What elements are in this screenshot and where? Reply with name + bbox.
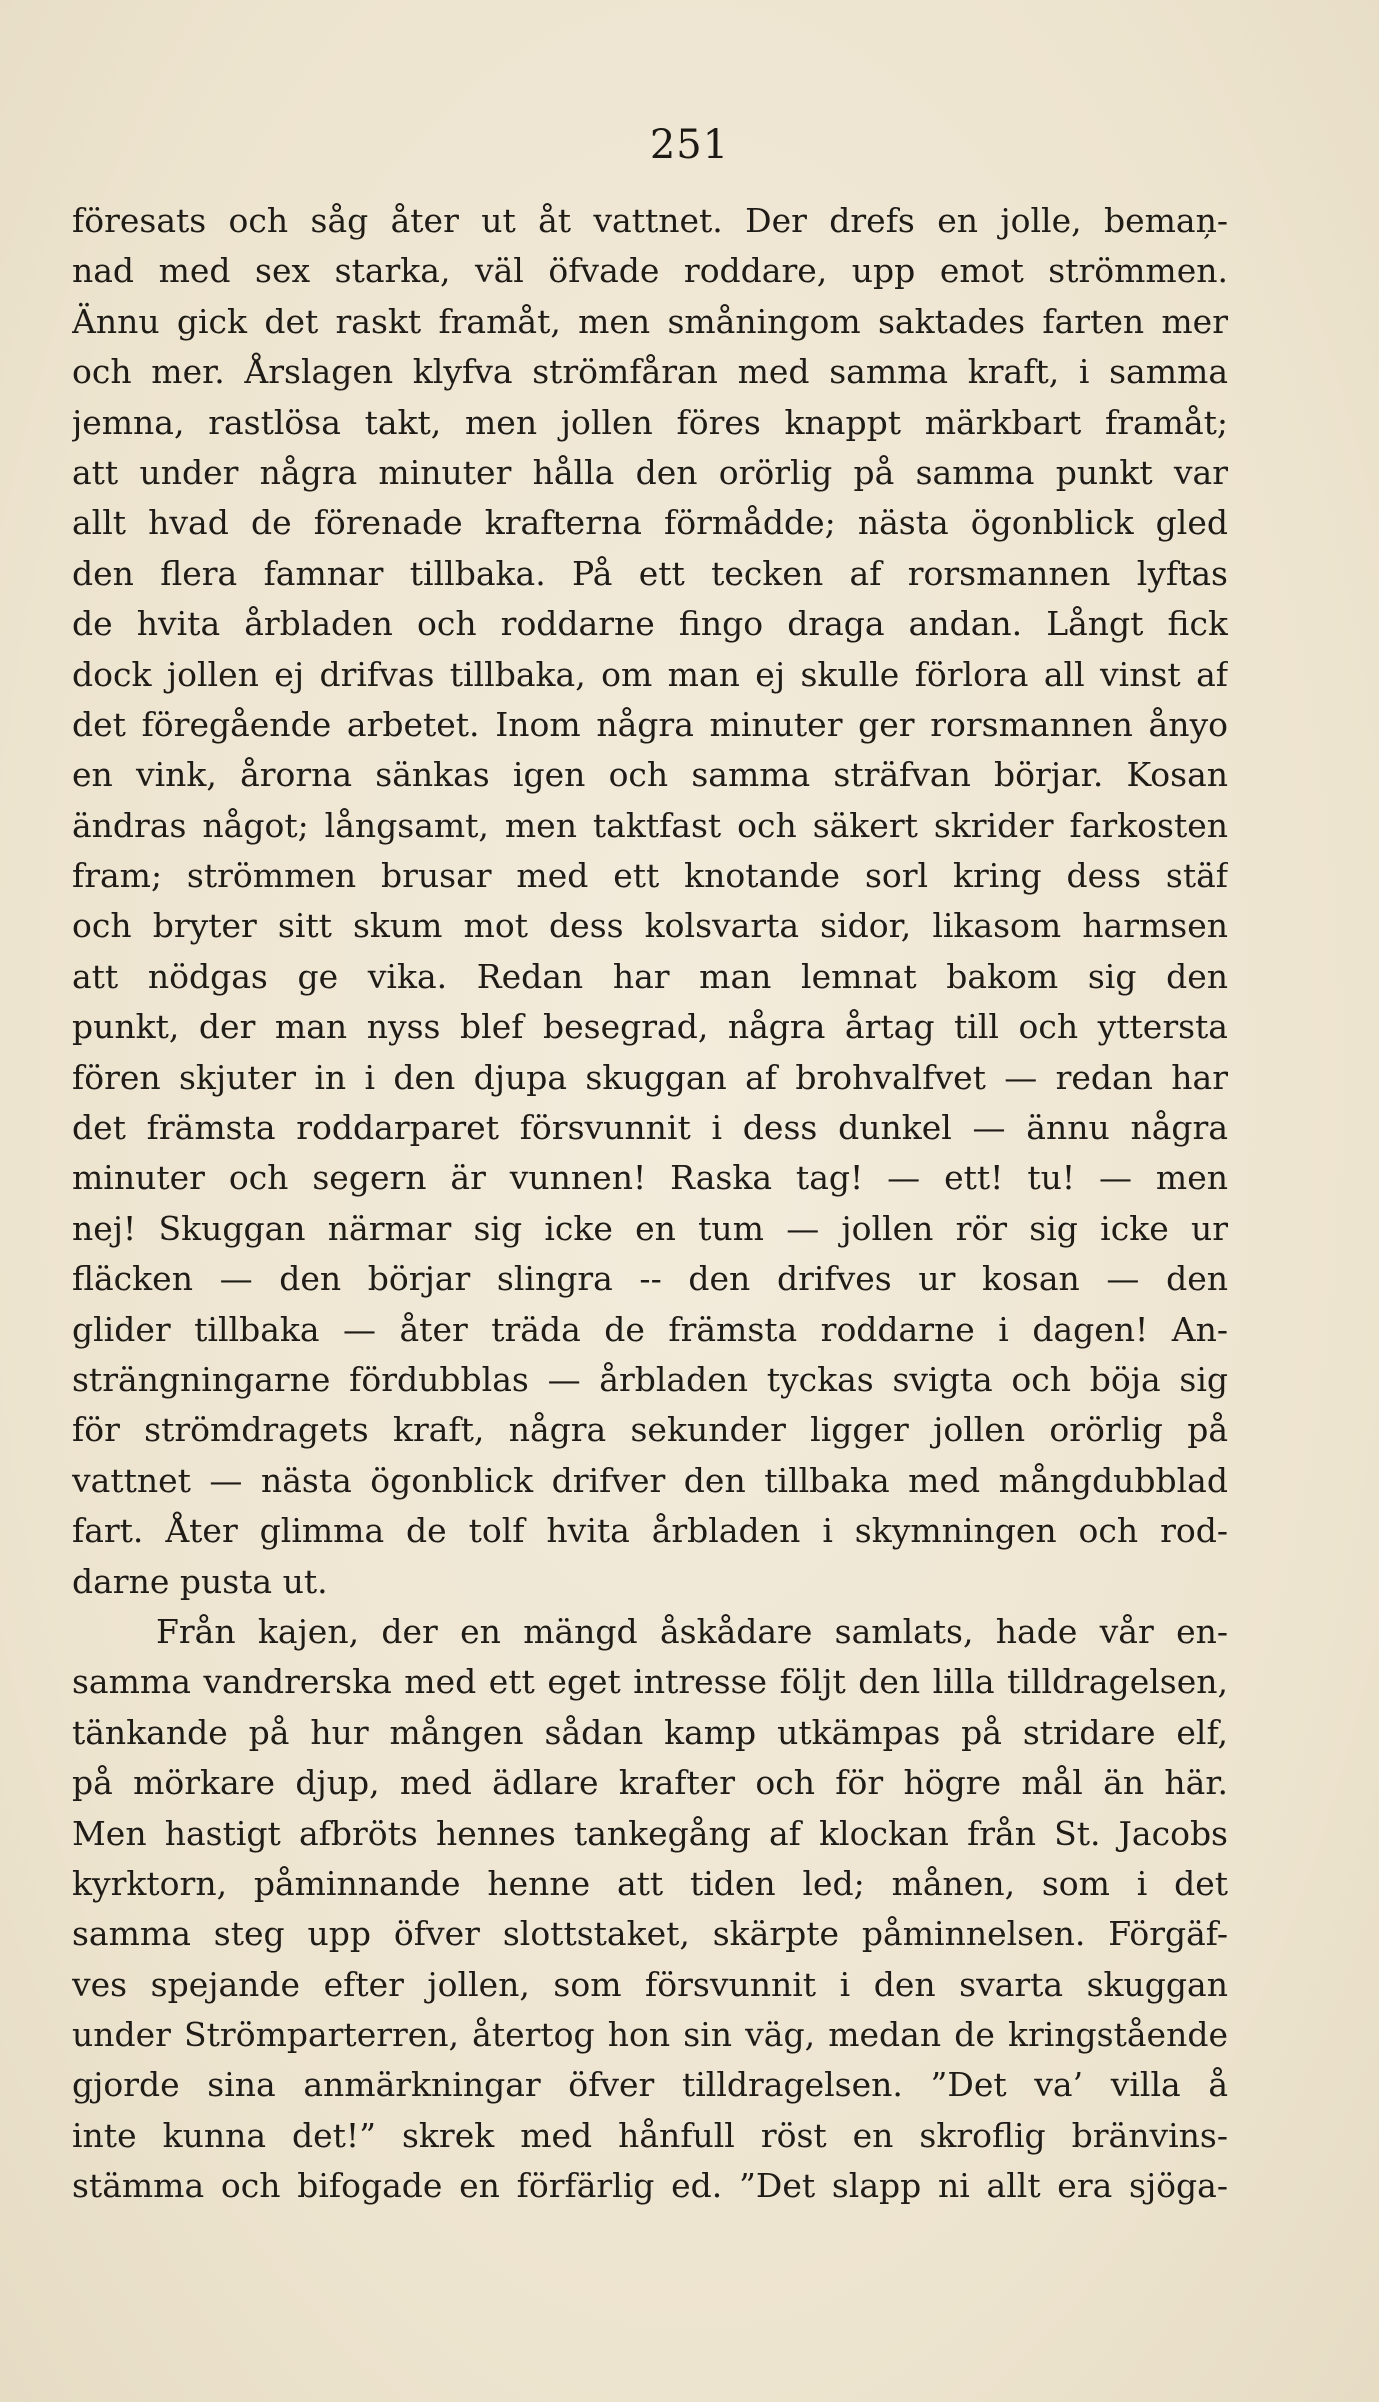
text-line: och bryter sitt skum mot dess kolsvarta sidor, likasom harmsen (72, 906, 1228, 946)
text-line: nad med sex starka, väl öfvade roddare, upp emot strömmen. (72, 251, 1228, 291)
text-line: gjorde sina anmärkningar öfver tilldragelsen. ”Det va’ villa å (72, 2065, 1228, 2105)
text-line: ves spejande efter jollen, som försvunnit i den svarta skuggan (72, 1964, 1228, 2004)
text-line: det föregående arbetet. Inom några minuter ger rorsmannen ånyo (72, 704, 1228, 744)
body-text (72, 196, 1228, 2212)
text-line: nej! Skuggan närmar sig icke en tum — jollen rör sig icke ur (72, 1208, 1228, 1248)
text-line: darne pusta ut. (72, 1561, 328, 1601)
text-line: att nödgas ge vika. Redan har man lemnat bakom sig den (72, 956, 1228, 996)
text-line: föresats och såg åter ut åt vattnet. Der drefs en jolle, bemaņ- (72, 201, 1228, 240)
text-line: de hvita årbladen och roddarne fingo draga andan. Långt fick (72, 604, 1228, 644)
text-line: tänkande på hur mången sådan kamp utkämpas på stridare elf, (72, 1712, 1228, 1752)
text-line: samma vandrerska med ett eget intresse följt den lilla tilldragelsen, (72, 1662, 1228, 1702)
text-line: för strömdragets kraft, några sekunder ligger jollen orörlig på (72, 1410, 1228, 1450)
text-line: jemna, rastlösa takt, men jollen föres knappt märkbart framåt; (72, 402, 1228, 442)
text-line: kyrktorn, påminnande henne att tiden led; månen, som i det (72, 1863, 1228, 1903)
text-line: dock jollen ej drifvas tillbaka, om man ej skulle förlora all vinst af (72, 654, 1228, 694)
page-number: 251 (649, 122, 730, 168)
text-line: Men hastigt afbröts hennes tankegång af klockan från St. Jacobs (72, 1813, 1228, 1853)
text-line: på mörkare djup, med ädlare krafter och för högre mål än här. (72, 1763, 1228, 1803)
text-line: fören skjuter in i den djupa skuggan af brohvalfvet — redan har (72, 1057, 1228, 1097)
text-line: Från kajen, der en mängd åskådare samlats, hade vår en- (156, 1611, 1228, 1651)
text-line: vattnet — nästa ögonblick drifver den tillbaka med mångdubblad (72, 1460, 1228, 1500)
text-line: samma steg upp öfver slottstaket, skärpte påminnelsen. Förgäf- (72, 1914, 1228, 1954)
text-line: under Strömparterren, återtog hon sin väg, medan de kringstående (72, 2015, 1228, 2055)
text-line: minuter och segern är vunnen! Raska tag! — ett! tu! — men (72, 1158, 1228, 1198)
text-line: det främsta roddarparet försvunnit i dess dunkel — ännu några (72, 1108, 1228, 1148)
text-line: Ännu gick det raskt framåt, men småningom saktades farten mer (72, 301, 1228, 341)
text-line: en vink, årorna sänkas igen och samma sträfvan börjar. Kosan (72, 755, 1228, 795)
text-line: allt hvad de förenade krafterna förmådde; nästa ögonblick gled (72, 503, 1228, 543)
text-line: att under några minuter hålla den orörlig på samma punkt var (72, 452, 1228, 492)
text-line: den flera famnar tillbaka. På ett tecken af rorsmannen lyftas (72, 553, 1228, 593)
text-line: fram; strömmen brusar med ett knotande sorl kring dess stäf (72, 856, 1228, 896)
text-line: punkt, der man nyss blef besegrad, några årtag till och yttersta (72, 1007, 1228, 1047)
text-line: fart. Åter glimma de tolf hvita årbladen i skymningen och rod- (72, 1511, 1228, 1551)
text-line: inte kunna det!” skrek med hånfull röst en skroflig bränvins- (72, 2115, 1228, 2155)
text-line: stämma och bifogade en förfärlig ed. ”Det slapp ni allt era sjöga- (72, 2166, 1228, 2206)
text-line: och mer. Årslagen klyfva strömfåran med samma kraft, i samma (72, 352, 1228, 392)
text-line: glider tillbaka — åter träda de främsta roddarne i dagen! An- (72, 1309, 1228, 1349)
text-line: fläcken — den börjar slingra -- den drifves ur kosan — den (72, 1259, 1228, 1299)
text-line: ändras något; långsamt, men taktfast och säkert skrider farkosten (72, 805, 1228, 845)
text-line: strängningarne fördubblas — årbladen tyckas svigta och böja sig (72, 1359, 1228, 1399)
